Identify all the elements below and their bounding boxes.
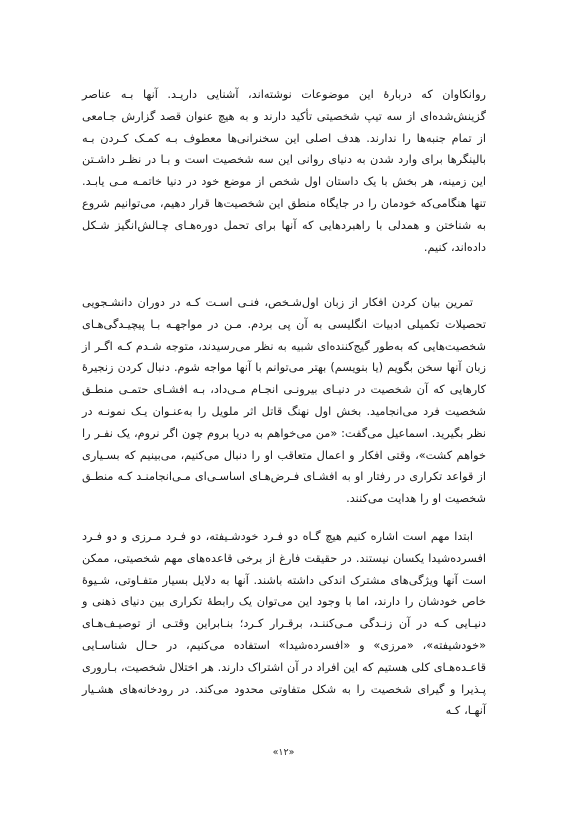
page-body [82,78,486,768]
paragraph-3: ابتدا مهم است اشاره کنیم هیچ گـاه دو فـرد خودشـیفته، دو فـرد مـرزی و دو فـرد افسرده‌شیدا یکسان نیستند. در حقیقت فارغ از برخی قاعده‌های مهم شخصیتی، ممکن است آنها ویژگی‌های مشترک اندکی داشته باشند. آنها به دلایل بسیار متفـاوتی، شـیوۀ خاص خودشان را دارند، اما با وجود این می‌توان یک رابطۀ تکراری بین دنیای ذهنی و دنیـایی کـه در آن زنـدگی مـی‌کننـد، برقـرار کـرد؛ بنـابراین وقتـی از توصیـف‌هـای «خودشیفته»، «مرزی» و «افسرده‌شیدا» استفاده می‌کنیم، در حـال شناسـایی قاعـده‌هـای کلی هستیم که این افراد در آن اشتراک دارند. هر اختلال شخصیت، بـاروری پـذیرا و گیرای شخصیت را به شکل متفاوتی محدود می‌کند. در رودخانه‌های هشـیار آنهـا، کـه [82,530,486,718]
paragraph-1: روانکاوان که دربارۀ این موضوعات نوشته‌اند، آشنایی داریـد. آنها بـه عناصر گزینش‌شده‌ای از سه تیپ شخصیتی تأکید دارند و به هیچ عنوان قصد گزارش جـامعی از تمام جنبه‌ها را ندارند. هدف اصلی این سخنرانی‌ها معطوف بـه کمـک کـردن بـه بالینگرها برای وارد شدن به دنیای روانی این سه شخصیت است و بـا در نظـر داشـتن این زمینه، هر بخش با یک داستان اول شخص از موضع خود در دنیا خاتمـه مـی یابـد. تنها هنگامی‌که خودمان را در جایگاه منطق این شخصیت‌ها قرار دهیم، می‌توانیم شروع به شناختن و همدلی با راهبردهایی که آنها برای تحمل دوره‌هـای چـالش‌انگیز شـکل داده‌اند، کنیم. [82,88,486,254]
page-number: «۱۲» [272,747,295,758]
paragraph-2: تمرین بیان کردن افکار از زبان اول‌شـخص، فنـی اسـت کـه در دوران دانشـجویی تحصیلات تکمیلی ادبیات انگلیسی به آن پی بردم. مـن در مواجهـه بـا پیچیـدگی‌هـای شخصیت‌هایی که به‌طور گیج‌کننده‌ای شبیه به نظر می‌رسیدند، متوجه شـدم کـه اگـر از زبان آنها سخن بگویم (یا بنویسم) بهتر می‌توانم با آنها مواجه شوم. دنبال کردن زنجیرۀ کارهایی که آن شخصیت در دنیـای بیرونـی انجـام مـی‌داد، بـه افشـای حتمـی منطـق شخصیت فرد می‌انجامید. بخش اول نهنگ قاتل اثر ملویل را به‌عنـوان یـک نمونـه در نظر بگیرید. اسماعیل می‌گفت: «من می‌خواهم به دریا بروم چون اگر نروم، یک نفـر را خواهم کشت»، وقتی افکار و اعمال متعاقب او را دنبال می‌کنیم، می‌بینیم که بسـیاری از قواعد تکراری در رفتار او به افشـای فـرض‌هـای اساسـی‌ای مـی‌انجامنـد کـه منطـق شخصیت او را هدایت می‌کنند. [82,296,486,506]
